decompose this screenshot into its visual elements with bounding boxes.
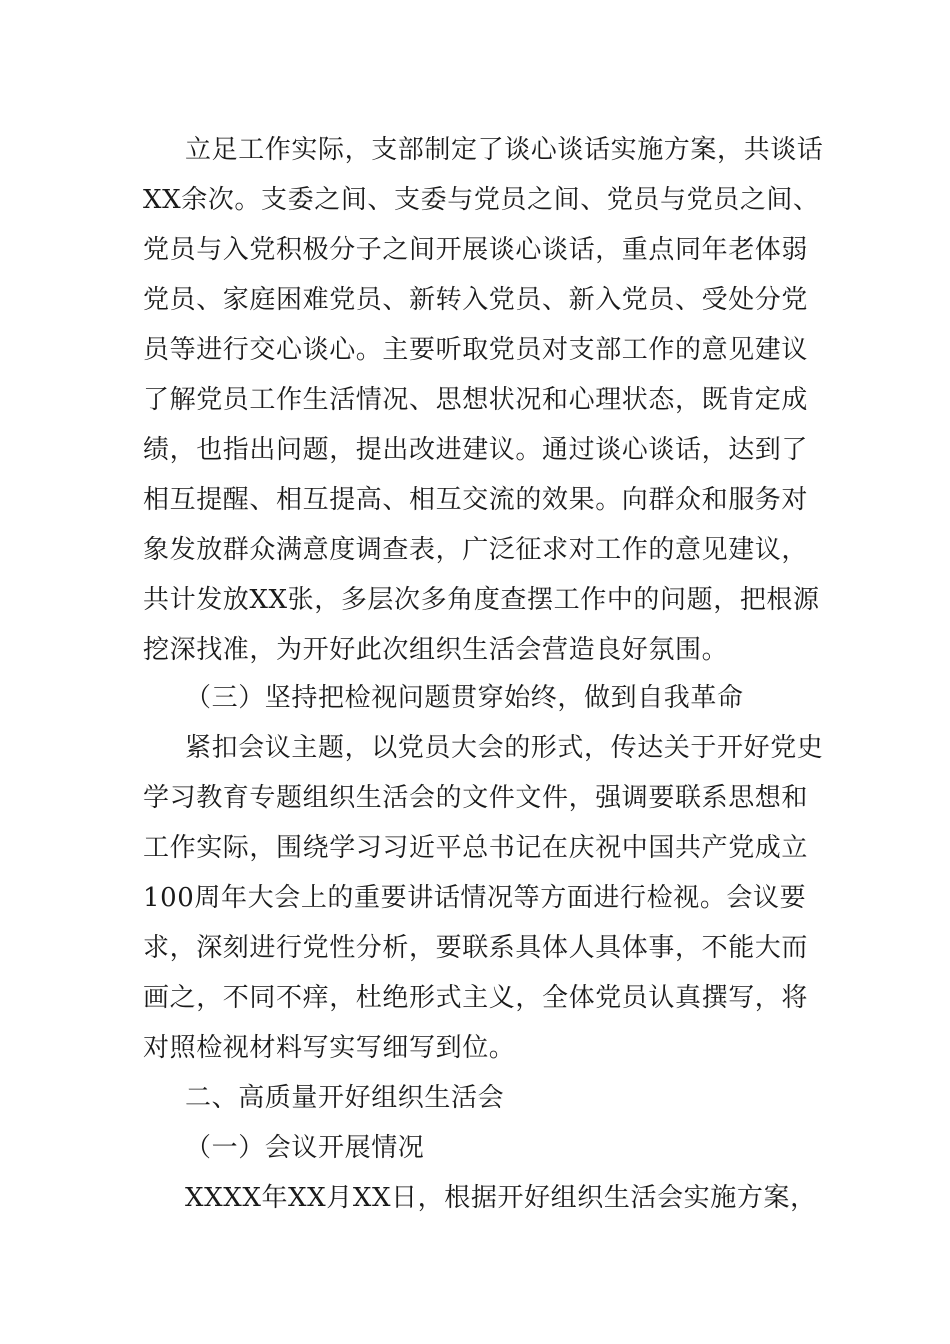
paragraph-line: 共计发放XX张，多层次多角度查摆工作中的问题，把根源 [143, 585, 820, 615]
paragraph-line: 党员与入党积极分子之间开展谈心谈话，重点同年老体弱 [143, 235, 809, 265]
paragraph-line: 绩，也指出问题，提出改进建议。通过谈心谈话，达到了 [143, 435, 809, 465]
paragraph-line: 了解党员工作生活情况、思想状况和心理状态，既肯定成 [143, 385, 809, 415]
paragraph-line: 100周年大会上的重要讲话情况等方面进行检视。会议要 [143, 883, 807, 913]
paragraph-line: 党员、家庭困难党员、新转入党员、新入党员、受处分党 [143, 285, 809, 315]
section-heading: （三）坚持把检视问题贯穿始终，做到自我革命 [185, 683, 744, 713]
paragraph-line: 象发放群众满意度调查表，广泛征求对工作的意见建议， [143, 535, 809, 565]
paragraph-line: 学习教育专题组织生活会的文件文件，强调要联系思想和 [143, 783, 809, 813]
paragraph-line: 画之，不同不痒，杜绝形式主义，全体党员认真撰写，将 [143, 983, 809, 1013]
paragraph-line: 对照检视材料写实写细写到位。 [143, 1033, 516, 1063]
subsection-heading: （一）会议开展情况 [185, 1133, 425, 1163]
paragraph-line: 立足工作实际，支部制定了谈心谈话实施方案，共谈话 [185, 135, 824, 165]
paragraph-line: 相互提醒、相互提高、相互交流的效果。向群众和服务对 [143, 485, 809, 515]
paragraph-line: 求，深刻进行党性分析，要联系具体人具体事，不能大而 [143, 933, 809, 963]
paragraph-line: 紧扣会议主题，以党员大会的形式，传达关于开好党史 [185, 733, 824, 763]
paragraph-line: 挖深找准，为开好此次组织生活会营造良好氛围。 [143, 635, 729, 665]
paragraph-line: 员等进行交心谈心。主要听取党员对支部工作的意见建议 [143, 335, 809, 365]
paragraph-line: XX余次。支委之间、支委与党员之间、党员与党员之间、 [143, 185, 820, 215]
paragraph-line: 工作实际，围绕学习习近平总书记在庆祝中国共产党成立 [143, 833, 809, 863]
paragraph-line: XXXX年XX月XX日，根据开好组织生活会实施方案， [185, 1183, 817, 1213]
section-heading: 二、高质量开好组织生活会 [185, 1083, 505, 1113]
